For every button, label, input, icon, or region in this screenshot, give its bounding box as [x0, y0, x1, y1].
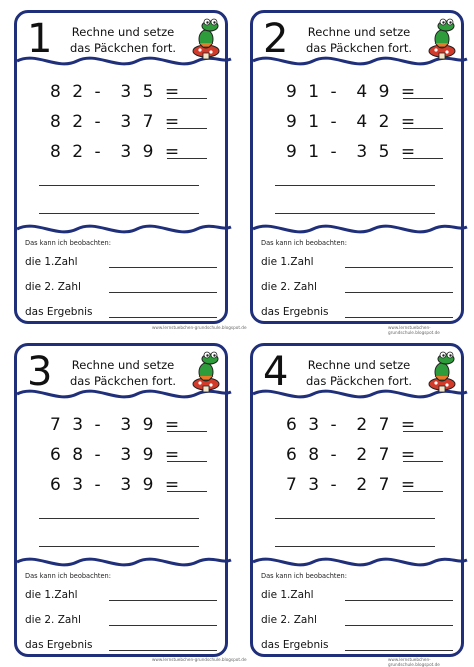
writing-line[interactable]: [275, 546, 435, 547]
footer-url: www.lernstuebchen-grundschule.blogspot.de: [388, 325, 440, 335]
observe-item: die 2. Zahl: [25, 614, 81, 626]
observe-item: die 1.Zahl: [261, 589, 314, 601]
instruction-text: Rechne und setze das Päckchen fort.: [305, 25, 413, 55]
observe-line[interactable]: [109, 600, 217, 601]
observe-line[interactable]: [345, 650, 453, 651]
writing-line[interactable]: [39, 213, 199, 214]
writing-line[interactable]: [275, 518, 435, 519]
observe-line[interactable]: [109, 650, 217, 651]
observe-line[interactable]: [109, 292, 217, 293]
observe-item: das Ergebnis: [261, 639, 329, 651]
observe-title: Das kann ich beobachten:: [25, 572, 111, 580]
observe-item: das Ergebnis: [261, 306, 329, 318]
observe-line[interactable]: [345, 625, 453, 626]
math-task: 7 3 - 2 7 =: [286, 475, 419, 495]
observe-title: Das kann ich beobachten:: [25, 239, 111, 247]
writing-line[interactable]: [39, 546, 199, 547]
observe-line[interactable]: [109, 625, 217, 626]
observe-item: die 2. Zahl: [261, 614, 317, 626]
footer-url: www.lernstuebchen-grundschule.blogspot.de: [152, 325, 247, 330]
task-card-3: [14, 343, 228, 657]
answer-line[interactable]: [403, 128, 443, 129]
answer-line[interactable]: [167, 431, 207, 432]
math-task: 8 2 - 3 7 =: [50, 112, 183, 132]
observe-item: die 1.Zahl: [25, 589, 78, 601]
observe-line[interactable]: [109, 267, 217, 268]
card-number: 3: [27, 349, 53, 395]
observe-item: die 1.Zahl: [261, 256, 314, 268]
footer-url: www.lernstuebchen-grundschule.blogspot.de: [388, 657, 440, 667]
observe-item: das Ergebnis: [25, 639, 93, 651]
instruction-text: Rechne und setze das Päckchen fort.: [69, 25, 177, 55]
frog-mushroom-icon: [189, 17, 223, 59]
observe-line[interactable]: [345, 267, 453, 268]
math-task: 8 2 - 3 5 =: [50, 82, 183, 102]
frog-mushroom-icon: [425, 17, 459, 59]
answer-line[interactable]: [167, 98, 207, 99]
answer-line[interactable]: [403, 431, 443, 432]
frog-mushroom-icon: [425, 350, 459, 392]
math-task: 6 3 - 3 9 =: [50, 475, 183, 495]
observe-line[interactable]: [109, 317, 217, 318]
writing-line[interactable]: [275, 213, 435, 214]
answer-line[interactable]: [167, 158, 207, 159]
answer-line[interactable]: [167, 461, 207, 462]
footer-url: www.lernstuebchen-grundschule.blogspot.de: [152, 657, 247, 662]
observe-item: die 2. Zahl: [261, 281, 317, 293]
observe-line[interactable]: [345, 600, 453, 601]
instruction-text: Rechne und setze das Päckchen fort.: [305, 358, 413, 388]
card-number: 1: [27, 16, 53, 62]
math-task: 8 2 - 3 9 =: [50, 142, 183, 162]
math-task: 9 1 - 3 5 =: [286, 142, 419, 162]
observe-item: die 2. Zahl: [25, 281, 81, 293]
observe-item: das Ergebnis: [25, 306, 93, 318]
card-number: 2: [263, 16, 289, 62]
writing-line[interactable]: [275, 185, 435, 186]
math-task: 6 8 - 3 9 =: [50, 445, 183, 465]
math-task: 9 1 - 4 2 =: [286, 112, 419, 132]
answer-line[interactable]: [403, 491, 443, 492]
math-task: 6 8 - 2 7 =: [286, 445, 419, 465]
math-task: 9 1 - 4 9 =: [286, 82, 419, 102]
answer-line[interactable]: [167, 128, 207, 129]
answer-line[interactable]: [403, 158, 443, 159]
answer-line[interactable]: [167, 491, 207, 492]
observe-line[interactable]: [345, 292, 453, 293]
card-number: 4: [263, 349, 289, 395]
observe-line[interactable]: [345, 317, 453, 318]
writing-line[interactable]: [39, 185, 199, 186]
frog-mushroom-icon: [189, 350, 223, 392]
math-task: 6 3 - 2 7 =: [286, 415, 419, 435]
instruction-text: Rechne und setze das Päckchen fort.: [69, 358, 177, 388]
observe-title: Das kann ich beobachten:: [261, 239, 347, 247]
task-card-4: [250, 343, 464, 657]
answer-line[interactable]: [403, 461, 443, 462]
writing-line[interactable]: [39, 518, 199, 519]
observe-item: die 1.Zahl: [25, 256, 78, 268]
observe-title: Das kann ich beobachten:: [261, 572, 347, 580]
task-card-1: [14, 10, 228, 324]
math-task: 7 3 - 3 9 =: [50, 415, 183, 435]
task-card-2: [250, 10, 464, 324]
answer-line[interactable]: [403, 98, 443, 99]
